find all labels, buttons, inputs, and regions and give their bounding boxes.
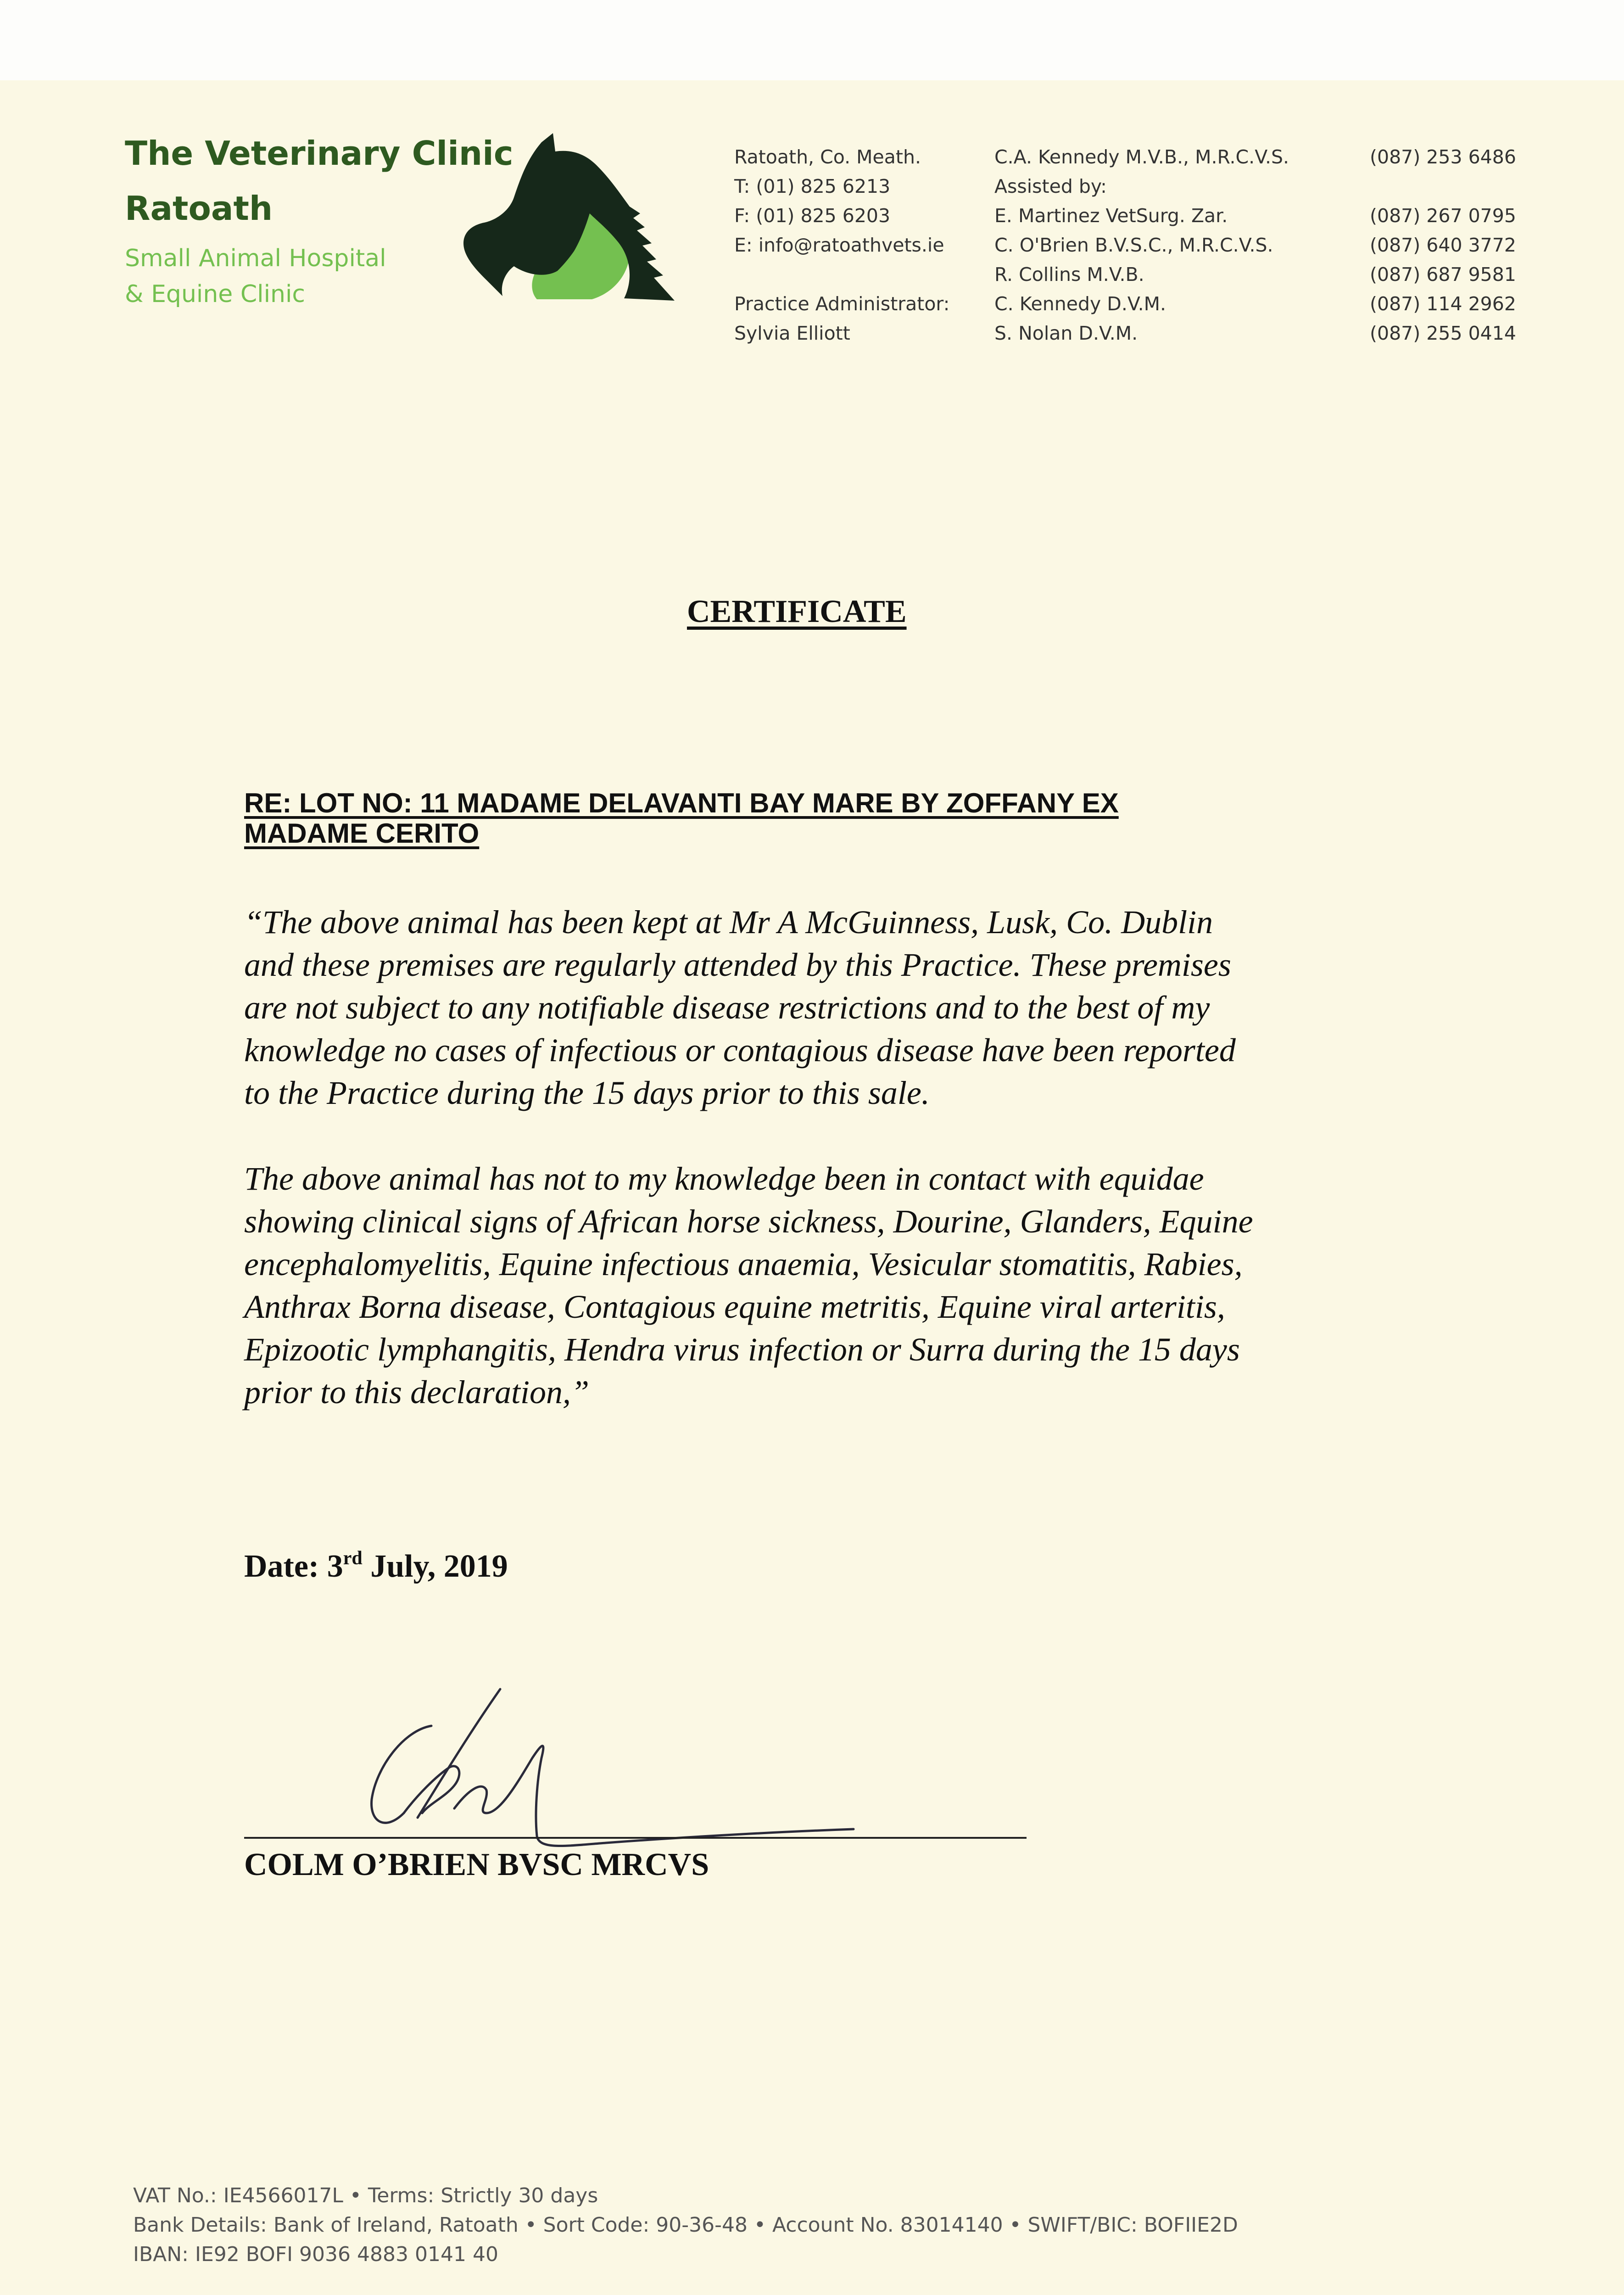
vet-item: R. Collins M.V.B. [994,263,1144,285]
email: E: info@ratoathvets.ie [734,234,944,256]
practice-admin-label: Practice Administrator: [734,293,950,315]
assisted-by: Assisted by: [994,175,1107,197]
vet-item: E. Martinez VetSurg. Zar. [994,205,1228,227]
paragraph-line: “The above animal has been kept at Mr A McGuinness, Lusk, Co. Dublin [244,904,1213,940]
paragraph-line: Epizootic lymphangitis, Hendra virus infection or Surra during the 15 days [244,1331,1240,1368]
paragraph-line: showing clinical signs of African horse sickness, Dourine, Glanders, Equine [244,1203,1253,1240]
phone-item: (087) 687 9581 [1370,263,1516,285]
phone-item: (087) 640 3772 [1370,234,1516,256]
phone-item: (087) 253 6486 [1370,146,1516,168]
date-ordinal: rd [343,1548,363,1569]
phone-item: (087) 267 0795 [1370,205,1516,227]
clinic-subtitle-2: & Equine Clinic [125,280,306,308]
practice-admin-name: Sylvia Elliott [734,322,850,344]
paragraph-line: knowledge no cases of infectious or contagious disease have been reported [244,1032,1236,1069]
vet-item: C. O'Brien B.V.S.C., M.R.C.V.S. [994,234,1273,256]
re-line: MADAME CERITO [244,818,480,849]
date-label: Date: 3 [244,1549,343,1584]
re-line: RE: LOT NO: 11 MADAME DELAVANTI BAY MARE BY ZOFFANY EX [244,788,1119,818]
vet-item: C. Kennedy D.V.M. [994,293,1166,315]
declaration-paragraph-2 [244,1158,1419,1414]
paragraph-line: Anthrax Borna disease, Contagious equine metritis, Equine viral arteritis, [244,1288,1225,1325]
phone-item: (087) 114 2962 [1370,293,1516,315]
paragraph-line: to the Practice during the 15 days prior to this sale. [244,1075,930,1111]
signature-line [244,1837,1027,1839]
footer-bank: Bank Details: Bank of Ireland, Ratoath • Sort Code: 90-36-48 • Account No. 83014140 • SWIFT/BIC: BOFIIE2D [133,2213,1238,2237]
vet-item: S. Nolan D.V.M. [994,322,1138,344]
date-rest: July, 2019 [362,1549,508,1584]
footer-vat: VAT No.: IE4566017L • Terms: Strictly 30 days [133,2184,598,2207]
telephone: T: (01) 825 6213 [734,175,891,197]
phone-item: (087) 255 0414 [1370,322,1516,344]
footer-iban: IBAN: IE92 BOFI 9036 4883 0141 40 [133,2243,498,2266]
declaration-paragraph-1 [244,901,1419,1114]
certificate-title: CERTIFICATE [687,594,907,629]
paragraph-line: prior to this declaration,” [244,1374,590,1411]
lead-vet: C.A. Kennedy M.V.B., M.R.C.V.S. [994,146,1289,168]
re-heading [244,788,1300,849]
fax: F: (01) 825 6203 [734,205,891,227]
certificate-date [244,1548,508,1584]
clinic-town: Ratoath [125,189,273,228]
address: Ratoath, Co. Meath. [734,146,921,168]
paragraph-line: encephalomyelitis, Equine infectious anaemia, Vesicular stomatitis, Rabies, [244,1246,1243,1282]
paragraph-line: The above animal has not to my knowledge been in contact with equidae [244,1160,1204,1197]
clinic-subtitle-1: Small Animal Hospital [125,245,386,272]
horse-cat-dog-logo-icon [459,133,688,308]
paragraph-line: are not subject to any notifiable disease restrictions and to the best of my [244,989,1210,1026]
handwritten-signature-icon [349,1675,991,1850]
signer-name: COLM O’BRIEN BVSC MRCVS [244,1847,709,1882]
clinic-name: The Veterinary Clinic [125,134,513,173]
paragraph-line: and these premises are regularly attended by this Practice. These premises [244,946,1231,983]
